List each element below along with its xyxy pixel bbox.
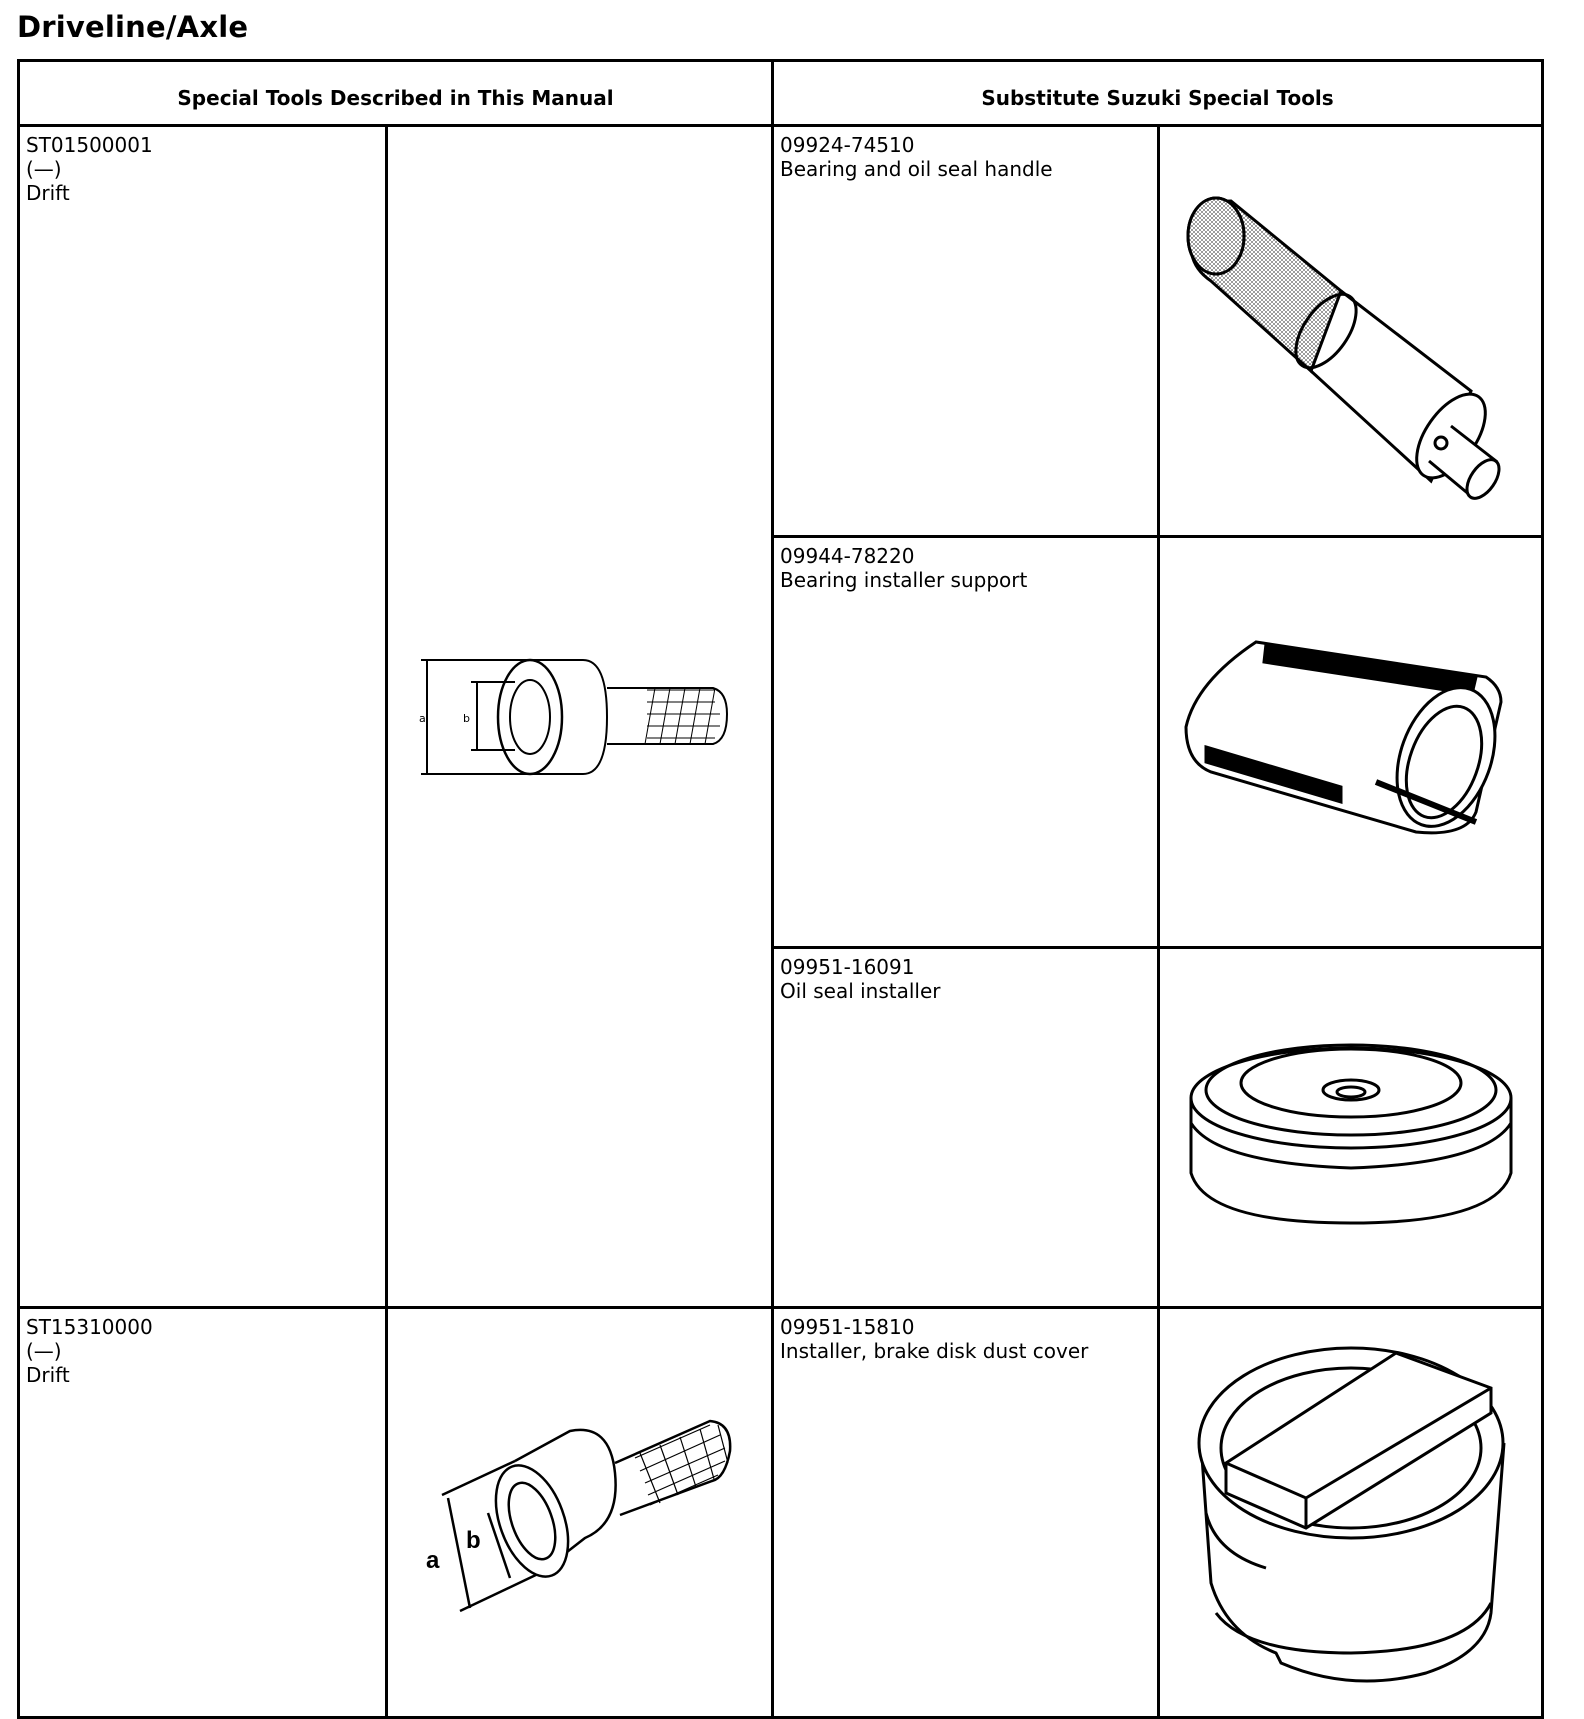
- tool-code: (—): [26, 1339, 62, 1363]
- tool-illustration-cell: [387, 1308, 773, 1718]
- dim-b-label: b: [465, 1526, 481, 1554]
- handle-icon: [1171, 161, 1531, 501]
- header-described-tools: Special Tools Described in This Manual: [19, 61, 773, 126]
- special-tools-table: [17, 59, 1544, 1719]
- tool-cell: [19, 1308, 387, 1718]
- header-row: [19, 61, 1543, 126]
- substitute-info: [774, 127, 1157, 181]
- tool-name: Drift: [26, 181, 70, 205]
- substitute-illustration-cell: [1159, 1308, 1543, 1718]
- tool-name: Drift: [26, 1363, 70, 1387]
- substitute-number: 09944-78220: [780, 544, 915, 568]
- substitute-number: 09924-74510: [780, 133, 915, 157]
- substitute-name: Oil seal installer: [780, 979, 941, 1003]
- substitute-info: [774, 538, 1157, 592]
- substitute-info: [774, 1309, 1157, 1363]
- installer-support-icon: [1176, 622, 1526, 862]
- substitute-illustration-cell: [1159, 126, 1543, 537]
- substitute-cell: [773, 126, 1159, 537]
- substitute-cell: [773, 948, 1159, 1308]
- dim-a-label: a: [425, 1546, 439, 1574]
- table-row: [19, 126, 1543, 537]
- tool-info: [20, 127, 385, 205]
- substitute-illustration-cell: [1159, 948, 1543, 1308]
- substitute-cell: [773, 537, 1159, 948]
- substitute-cell: [773, 1308, 1159, 1718]
- tool-info: [20, 1309, 385, 1387]
- substitute-illustration-cell: [1159, 537, 1543, 948]
- dust-cover-installer-icon: [1186, 1333, 1516, 1693]
- tool-number: ST01500001: [26, 133, 153, 157]
- substitute-name: Bearing and oil seal handle: [780, 157, 1053, 181]
- substitute-name: Installer, brake disk dust cover: [780, 1339, 1089, 1363]
- dim-a-label: a: [418, 711, 426, 725]
- header-substitute-tools: Substitute Suzuki Special Tools: [773, 61, 1543, 126]
- tool-code: (—): [26, 157, 62, 181]
- drift-icon: [415, 642, 745, 792]
- drift-icon: [420, 1403, 740, 1623]
- substitute-info: [774, 949, 1157, 1003]
- seal-installer-icon: [1176, 1028, 1526, 1228]
- substitute-number: 09951-16091: [780, 955, 915, 979]
- page-title: Driveline/Axle: [17, 10, 249, 44]
- substitute-name: Bearing installer support: [780, 568, 1028, 592]
- tool-illustration-cell: [387, 126, 773, 1308]
- table-row: [19, 1308, 1543, 1718]
- tool-cell: [19, 126, 387, 1308]
- dim-b-label: b: [462, 711, 470, 725]
- tool-number: ST15310000: [26, 1315, 153, 1339]
- substitute-number: 09951-15810: [780, 1315, 915, 1339]
